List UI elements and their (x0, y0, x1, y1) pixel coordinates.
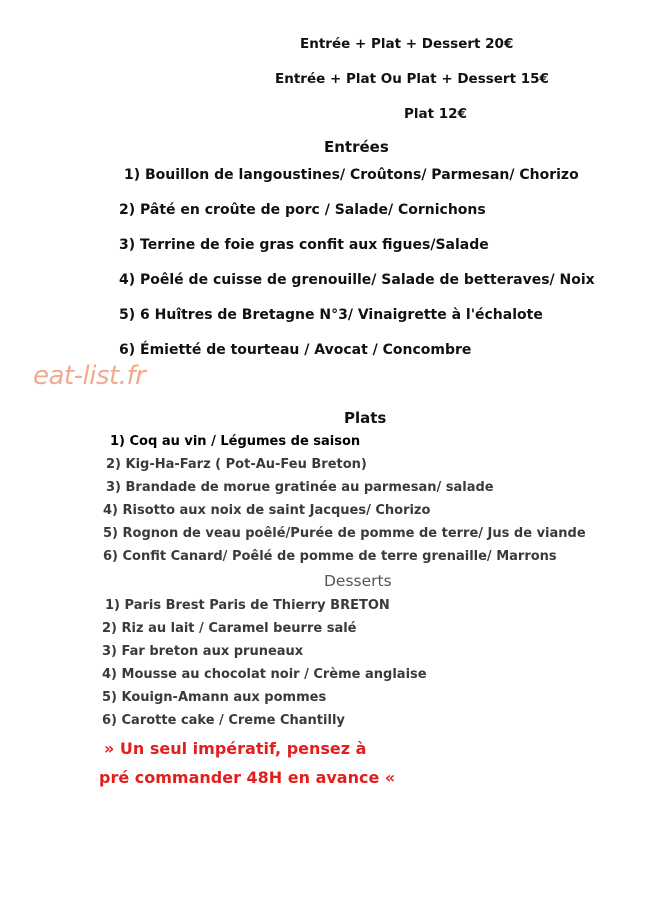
desserts-heading: Desserts (324, 572, 392, 590)
price-plat-only: Plat 12€ (404, 106, 467, 122)
plat-item-2: 2) Kig-Ha-Farz ( Pot-Au-Feu Breton) (106, 457, 367, 472)
plat-item-4: 4) Risotto aux noix de saint Jacques/ Chorizo (103, 503, 431, 518)
dessert-item-1: 1) Paris Brest Paris de Thierry BRETON (105, 598, 390, 613)
dessert-item-3: 3) Far breton aux pruneaux (102, 644, 304, 659)
entree-item-2: 2) Pâté en croûte de porc / Salade/ Cornichons (119, 202, 486, 218)
plat-item-1: 1) Coq au vin / Légumes de saison (110, 434, 361, 449)
dessert-item-4: 4) Mousse au chocolat noir / Crème anglaise (102, 667, 427, 682)
price-formula-two-course: Entrée + Plat Ou Plat + Dessert 15€ (275, 71, 549, 87)
preorder-notice-line2: pré commander 48H en avance « (99, 768, 396, 787)
dessert-item-6: 6) Carotte cake / Creme Chantilly (102, 713, 345, 728)
dessert-item-2: 2) Riz au lait / Caramel beurre salé (102, 621, 357, 636)
preorder-notice-line1: » Un seul impératif, pensez à (104, 739, 367, 758)
dessert-item-5: 5) Kouign-Amann aux pommes (102, 690, 327, 705)
plat-item-3: 3) Brandade de morue gratinée au parmesan/ salade (106, 480, 494, 495)
entree-item-6: 6) Émietté de tourteau / Avocat / Concombre (119, 342, 472, 358)
entree-item-4: 4) Poêlé de cuisse de grenouille/ Salade de betteraves/ Noix (119, 272, 595, 288)
entree-item-5: 5) 6 Huîtres de Bretagne N°3/ Vinaigrette à l'échalote (119, 307, 543, 323)
entrees-heading: Entrées (324, 138, 389, 156)
plats-heading: Plats (344, 409, 387, 427)
plat-item-6: 6) Confit Canard/ Poêlé de pomme de terre grenaille/ Marrons (103, 549, 557, 564)
entree-item-1: 1) Bouillon de langoustines/ Croûtons/ Parmesan/ Chorizo (124, 167, 579, 183)
plat-item-5: 5) Rognon de veau poêlé/Purée de pomme de terre/ Jus de viande (103, 526, 586, 541)
price-formula-full: Entrée + Plat + Dessert 20€ (300, 36, 514, 52)
entree-item-3: 3) Terrine de foie gras confit aux figues/Salade (119, 237, 489, 253)
watermark-logo: eat-list.fr (33, 361, 146, 391)
